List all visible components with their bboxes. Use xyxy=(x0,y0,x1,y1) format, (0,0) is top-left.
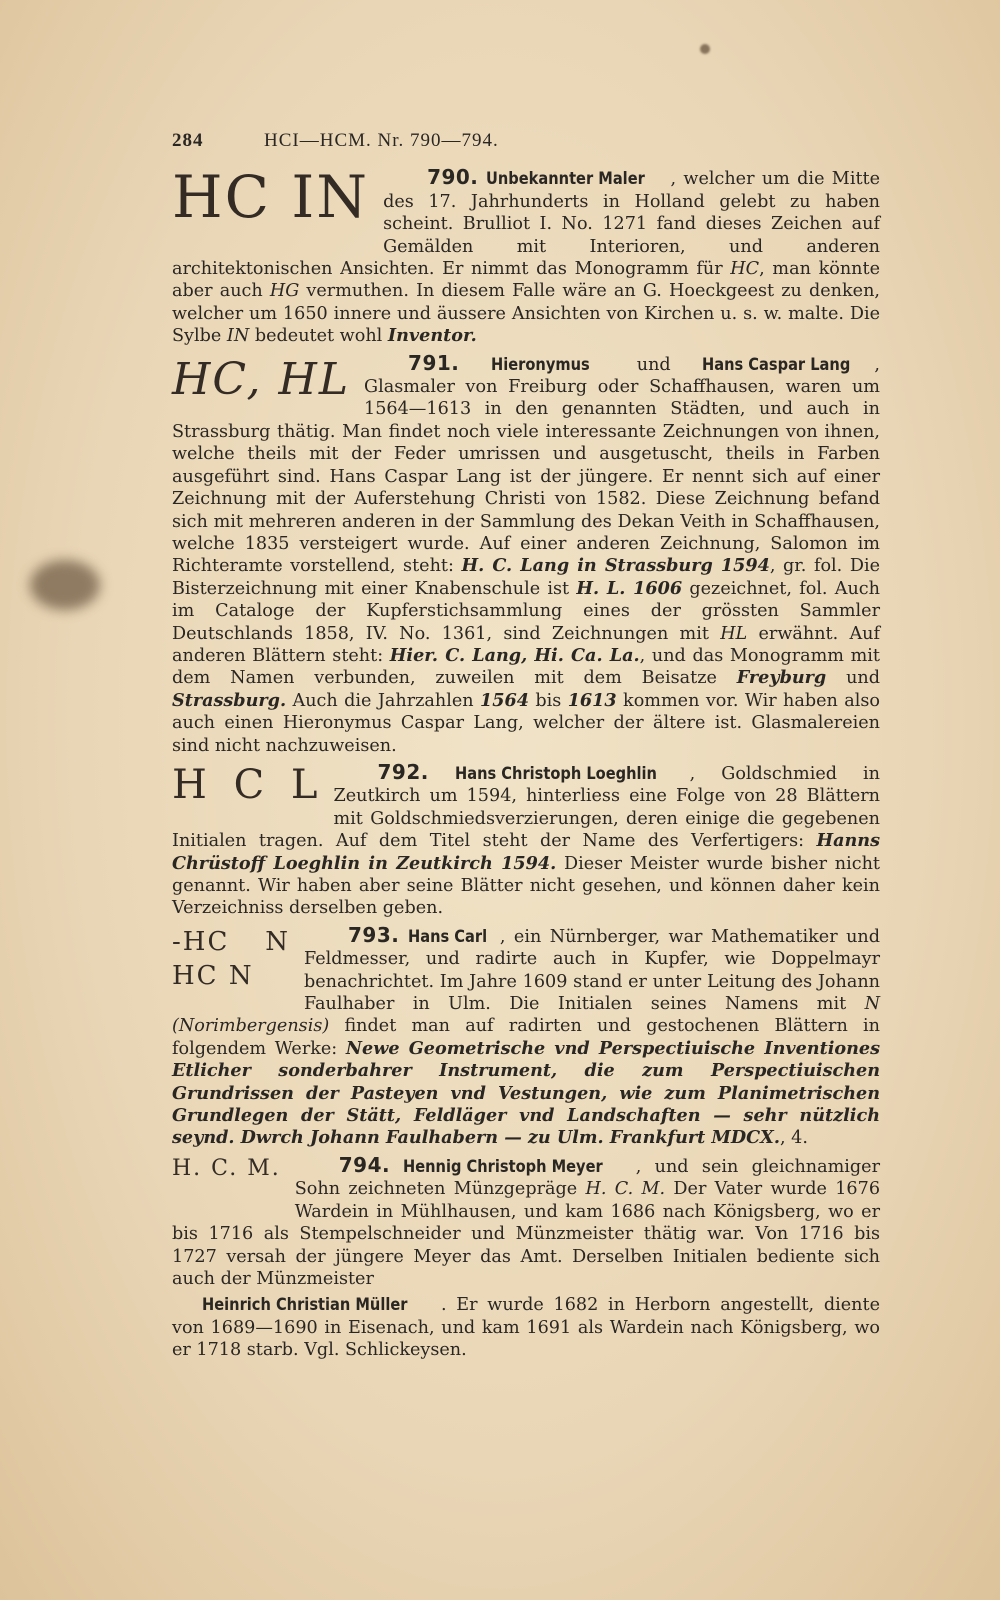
text-run: Der Vater wurde 1676 Wardein in Mühlhausen, und kam 1686 nach Königsberg, wo er bis 1716 als Stempelschneider und Münzmeister thätig war. Von 1716 bis 1727 versah der jüngere Meyer das Amt. Derselben Initialen bediente sich auch der Münzmeister xyxy=(172,1179,881,1289)
text-run: , und das Monogramm mit dem Namen verbunden, zuweilen mit dem Beisatze xyxy=(172,645,880,689)
person-name: Hans Christoph Loeghlin xyxy=(454,763,657,784)
text-run: N (Norimbergensis) xyxy=(172,994,880,1037)
text-run: bedeutet wohl xyxy=(249,326,388,347)
book-page xyxy=(172,130,880,1366)
text-run: , und sein gleichnamiger Sohn zeichneten Münzgepräge xyxy=(294,1156,880,1200)
text-run: HL xyxy=(720,623,748,644)
text-run: , man könnte aber auch xyxy=(172,259,880,302)
paper-stain xyxy=(700,44,710,54)
running-title: HCI—HCM. Nr. 790—794. xyxy=(264,130,499,151)
entry-791 xyxy=(172,352,880,757)
page-header xyxy=(172,130,880,152)
monogram-image: HC IN xyxy=(172,163,370,232)
entry-792 xyxy=(172,761,880,920)
entry-number: 794. xyxy=(338,1152,391,1177)
text-run: , ein Nürnberger, war Mathematiker und Feldmesser, und radirte auch in Kupfer, wie Doppelmayr benachrichtet. Im Jahre 1609 stand er unter Leitung des Johann Faulhaber in Ulm. Die Initialen seines Namens mit xyxy=(304,926,881,1015)
person-name: Heinrich Christian Müller xyxy=(202,1295,408,1316)
person-name: Unbekannter Maler xyxy=(485,169,645,190)
entry-790 xyxy=(172,163,881,347)
text-run: IN xyxy=(226,326,250,347)
text-run: , Goldschmied in Zeutkirch um 1594, hinterliess eine Folge von 28 Blättern mit Goldschmiedsverzierungen, deren einige die gegebenen Initialen tragen. Auf dem Titel steht der Name des Verfertigers: xyxy=(172,763,880,852)
monogram-image: H. C. M. xyxy=(172,1155,281,1181)
entry-793 xyxy=(172,924,880,1150)
monogram-image: -HC N HC N xyxy=(172,926,290,991)
text-run: gezeichnet, fol. Auch im Cataloge der Kupferstichsammlung eines der grössten Sammler Deutschlands 1858, IV. No. 1361, sind Zeichnungen mit xyxy=(172,578,880,644)
text-run: Inventor. xyxy=(387,325,477,347)
paper-stain xyxy=(30,560,100,610)
text-run: und xyxy=(826,668,880,689)
monogram-image: H C L xyxy=(172,761,320,808)
text-run: H. C. M. xyxy=(585,1179,666,1200)
entry-794-continuation xyxy=(172,1294,880,1361)
page-number: 284 xyxy=(172,130,204,151)
text-run: erwähnt. Auf anderen Blättern steht: xyxy=(172,623,880,666)
entry-number: 792. xyxy=(377,759,429,784)
text-run: , gr. fol. Die Bisterzeichnung mit einer Knabenschule ist xyxy=(172,556,880,599)
entry-number: 793. xyxy=(348,922,400,947)
person-name: Hans Caspar Lang xyxy=(701,354,851,375)
entry-number: 791. xyxy=(408,350,460,375)
text-run: H. L. 1606 xyxy=(576,577,683,599)
text-run: Strassburg. xyxy=(172,689,287,711)
text-run: 1564 xyxy=(479,689,529,711)
entry-794 xyxy=(172,1154,880,1290)
text-run: und xyxy=(605,354,702,375)
text-run: Auch die Jahrzahlen xyxy=(286,690,480,711)
text-run: bis xyxy=(528,690,568,711)
text-run: , welcher um die Mitte des 17. Jahrhunderts in Holland gelebt zu haben scheint. Brulliot I. No. 1271 fand dieses Zeichen auf Gemälden mit Interioren, und anderen architektonischen Ansichten. Er nimmt das Monogramm für xyxy=(172,169,881,280)
entry-number: 790. xyxy=(427,165,479,190)
text-run: 1613 xyxy=(567,689,617,711)
text-run: Newe Geometrische vnd Perspectiuische Inventiones Etlicher sonderbahrer Instrument, die zum Perspectiuischen Grundrissen der Pasteyen vnd Vestungen, wie zum Planimetrischen Grundlegen der Stätt, Feldläger vnd Landschaften — sehr nützlich seynd. Dwrch Johann Faulhabern — zu Ulm. Frankfurt MDCX. xyxy=(172,1037,880,1149)
person-name: Hennig Christoph Meyer xyxy=(403,1156,604,1177)
text-run: , 4. xyxy=(779,1128,808,1149)
text-run: Hier. C. Lang, Hi. Ca. La. xyxy=(389,644,640,666)
text-run: HG xyxy=(269,281,300,302)
monogram-image: HC, HL xyxy=(172,353,351,405)
text-run: , Glasmaler von Freiburg oder Schaffhausen, waren um 1564—1613 in den genannten Städten, und auch in Strassburg thätig. Man findet noch viele interessante Zeichnungen von ihnen, welche theils mit der Feder umrissen und ausgetuscht, theils in Farben ausgeführt sind. Hans Caspar Lang ist der jüngere. Er nennt sich auf einer Zeichnung mit der Auferstehung Christi von 1582. Diese Zeichnung befand sich mit mehreren anderen in der Sammlung des Dekan Veith in Schaffhausen, welche 1835 versteigert wurde. Auf einer anderen Zeichnung, Salomon im Richteramte vorstellend, steht: xyxy=(172,354,880,577)
text-run: HC xyxy=(730,259,760,280)
text-run: findet man auf radirten und gestochenen Blättern in folgendem Werke: xyxy=(172,1016,880,1059)
text-run: . Er wurde 1682 in Herborn angestellt, diente von 1689—1690 in Eisenach, und kam 1691 als Wardein nach Königsberg, wo er 1718 starb. Vgl. Schlickeysen. xyxy=(172,1295,880,1361)
entry-text xyxy=(172,1295,880,1360)
text-run: Freyburg xyxy=(736,667,827,689)
text-run: vermuthen. In diesem Falle wäre an G. Hoeckgeest zu denken, welcher um 1650 innere und äussere Ansichten von Kirchen u. s. w. malte. Die Sylbe xyxy=(172,281,880,347)
text-run: Dieser Meister wurde bisher nicht genannt. Wir haben aber seine Blätter nicht gesehen, und können daher kein Verzeichniss derselben geben. xyxy=(172,853,880,919)
text-run: Hanns Chrüstoff Loeghlin in Zeutkirch 1594. xyxy=(172,830,880,874)
text-run: H. C. Lang in Strassburg 1594 xyxy=(461,555,770,577)
person-name: Hieronymus xyxy=(490,354,590,375)
person-name: Hans Carl xyxy=(407,926,487,947)
text-run: kommen vor. Wir haben also auch einen Hieronymus Caspar Lang, welcher der ältere ist. Glasmalereien sind nicht nachzuweisen. xyxy=(172,690,880,756)
